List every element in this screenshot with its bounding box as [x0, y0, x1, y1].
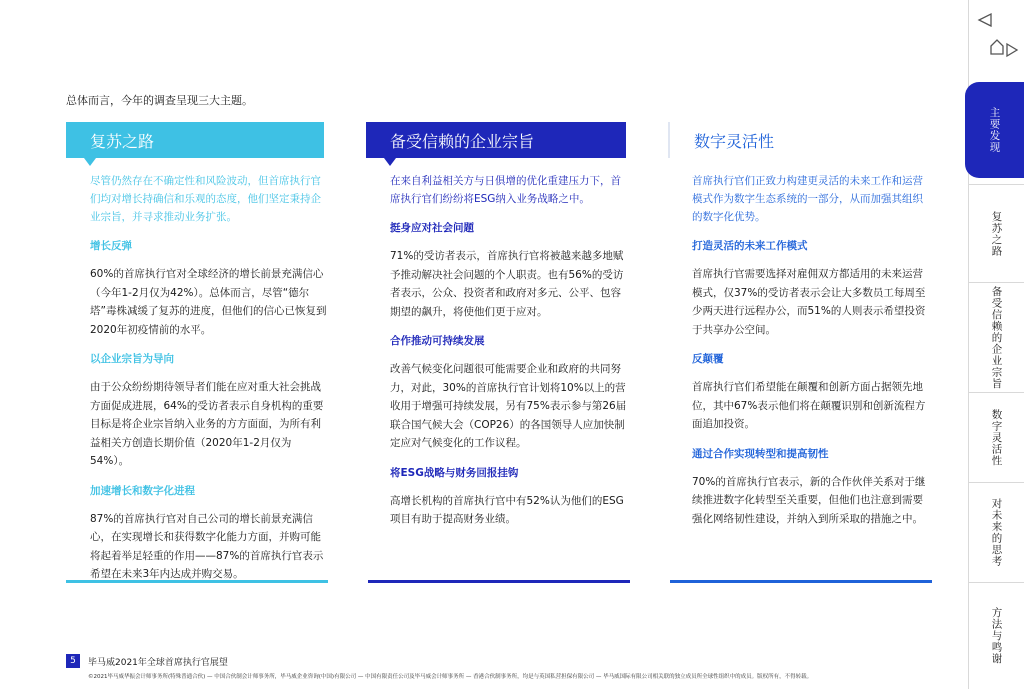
theme-title: 数字灵活性 [694, 131, 775, 151]
section-heading: 以企业宗旨为导向 [90, 353, 174, 365]
section-heading: 加速增长和数字化进程 [90, 484, 195, 497]
banner-pointer [84, 158, 96, 166]
report-title: 毕马威2021年全球首席执行官展望 [88, 658, 228, 668]
section-heading: 合作推动可持续发展 [390, 335, 485, 347]
nav-item-label: 备受信赖的企业宗旨 [990, 285, 1003, 390]
section-heading: 反颠覆 [692, 353, 724, 365]
theme-banner [66, 122, 324, 158]
theme-column-recovery [66, 122, 328, 584]
theme-column-digital [668, 122, 930, 528]
theme-title: 复苏之路 [90, 131, 155, 151]
theme-title: 备受信赖的企业宗旨 [390, 131, 535, 151]
nav-item-label: 复苏之路 [990, 210, 1003, 257]
prev-triangle-icon[interactable] [979, 14, 991, 26]
nav-item-label: 对未来的思考 [990, 498, 1003, 567]
theme-lead: 在来自利益相关方与日俱增的优化重建压力下，首席执行官们纷纷将ESG纳入业务战略之中。 [390, 175, 621, 205]
section-text: 87%的首席执行官对自己公司的增长前景充满信心，在实现增长和获得数字化能力方面，并购可能将起着举足轻重的作用——87%的首席执行官表示希望在未来3年内达成并购交易。 [90, 512, 324, 580]
page-number: 5 [66, 654, 80, 668]
side-navigation [968, 0, 1024, 689]
section-text: 70%的首席执行官表示，新的合作伙伴关系对于继续推进数字化转型至关重要，但他们也注意到需要强化网络韧性建设，并纳入到所采取的措施之中。 [692, 475, 926, 525]
section-heading: 挺身应对社会问题 [390, 222, 474, 234]
section-heading: 增长反弹 [90, 240, 132, 252]
next-triangle-icon[interactable] [1007, 44, 1017, 56]
section-text: 首席执行官们希望能在颠覆和创新方面占据领先地位，其中67%表示他们将在颠覆识别和创新流程方面追加投资。 [692, 381, 926, 430]
nav-item-future[interactable] [969, 482, 1024, 582]
nav-icon-group [969, 8, 1024, 62]
column-divider-cyan [66, 580, 328, 583]
theme-lead: 尽管仍然存在不确定性和风险波动，但首席执行官们均对增长持确信和乐观的态度，他们坚定秉持企业宗旨，并寻求推动业务扩张。 [90, 175, 321, 223]
copyright-text: ©2021毕马威华振会计师事务所(特殊普通合伙) — 中国合伙制会计师事务所，毕马威企业咨询(中国)有限公司 — 中国有限责任公司及毕马威会计师事务所 — 香港合伙制事务所，均是与英国私营担保有限公司 — 毕马威国际有限公司相关联的独立成员所全球性组织中的成员。版权所有，不得转载。 [88, 674, 813, 680]
section-text: 71%的受访者表示，首席执行官将被越来越多地赋予推动解决社会问题的个人职责。也有56%的受访者表示，公众、投资者和政府对多元、公平、包容期望的飙升，将使他们更于应对。 [390, 250, 624, 318]
theme-lead: 首席执行官们正致力构建更灵活的未来工作和运营模式作为数字生态系统的一部分，从而加强其组织的数字化优势。 [692, 175, 923, 223]
section-heading: 将ESG战略与财务回报挂钩 [390, 466, 519, 479]
intro-text: 总体而言，今年的调查呈现三大主题。 [66, 94, 253, 107]
banner-pointer [384, 158, 396, 166]
nav-item-label: 主要发现 [988, 107, 1001, 153]
theme-column-purpose [366, 122, 628, 529]
nav-item-recovery[interactable] [969, 184, 1024, 282]
theme-banner [668, 122, 928, 158]
theme-banner [366, 122, 626, 158]
column-divider-blue [670, 580, 932, 583]
section-text: 由于公众纷纷期待领导者们能在应对重大社会挑战方面促成进展，64%的受访者表示自身机构的重要目标是将企业宗旨纳入业务的方方面面，为所有利益相关方创造长期价值（2020年1-2月仅为54%）。 [90, 381, 324, 467]
section-heading: 打造灵活的未来工作模式 [692, 240, 808, 252]
nav-item-digital[interactable] [969, 392, 1024, 482]
nav-item-methodology[interactable] [969, 582, 1024, 689]
nav-item-purpose[interactable] [969, 282, 1024, 392]
home-icon[interactable] [991, 40, 1003, 54]
section-text: 高增长机构的首席执行官中有52%认为他们的ESG项目有助于提高财务业绩。 [390, 494, 624, 525]
nav-item-label: 方法与鸣谢 [990, 607, 1003, 665]
section-text: 首席执行官需要选择对雇佣双方都适用的未来运营模式，仅37%的受访者表示会让大多数员工每周至少两天进行远程办公，而51%的人则表示希望投资于共享办公空间。 [692, 268, 926, 336]
section-text: 60%的首席执行官对全球经济的增长前景充满信心（今年1-2月仅为42%）。总体而言，尽管“德尔塔”毒株减缓了复苏的进度，但他们的信心已恢复到2020年初疫情前的水平。 [90, 268, 327, 336]
nav-item-key-findings[interactable] [965, 82, 1024, 178]
column-divider-indigo [368, 580, 630, 583]
section-text: 改善气候变化问题很可能需要企业和政府的共同努力，对此，30%的首席执行官计划将10%以上的营收用于增强可持续发展，另有75%表示参与第26届联合国气候大会（COP26）的各国领导人应加快制定应对气候变化的工作议程。 [390, 363, 627, 449]
nav-item-label: 数字灵活性 [990, 408, 1003, 467]
section-heading: 通过合作实现转型和提高韧性 [692, 447, 829, 460]
